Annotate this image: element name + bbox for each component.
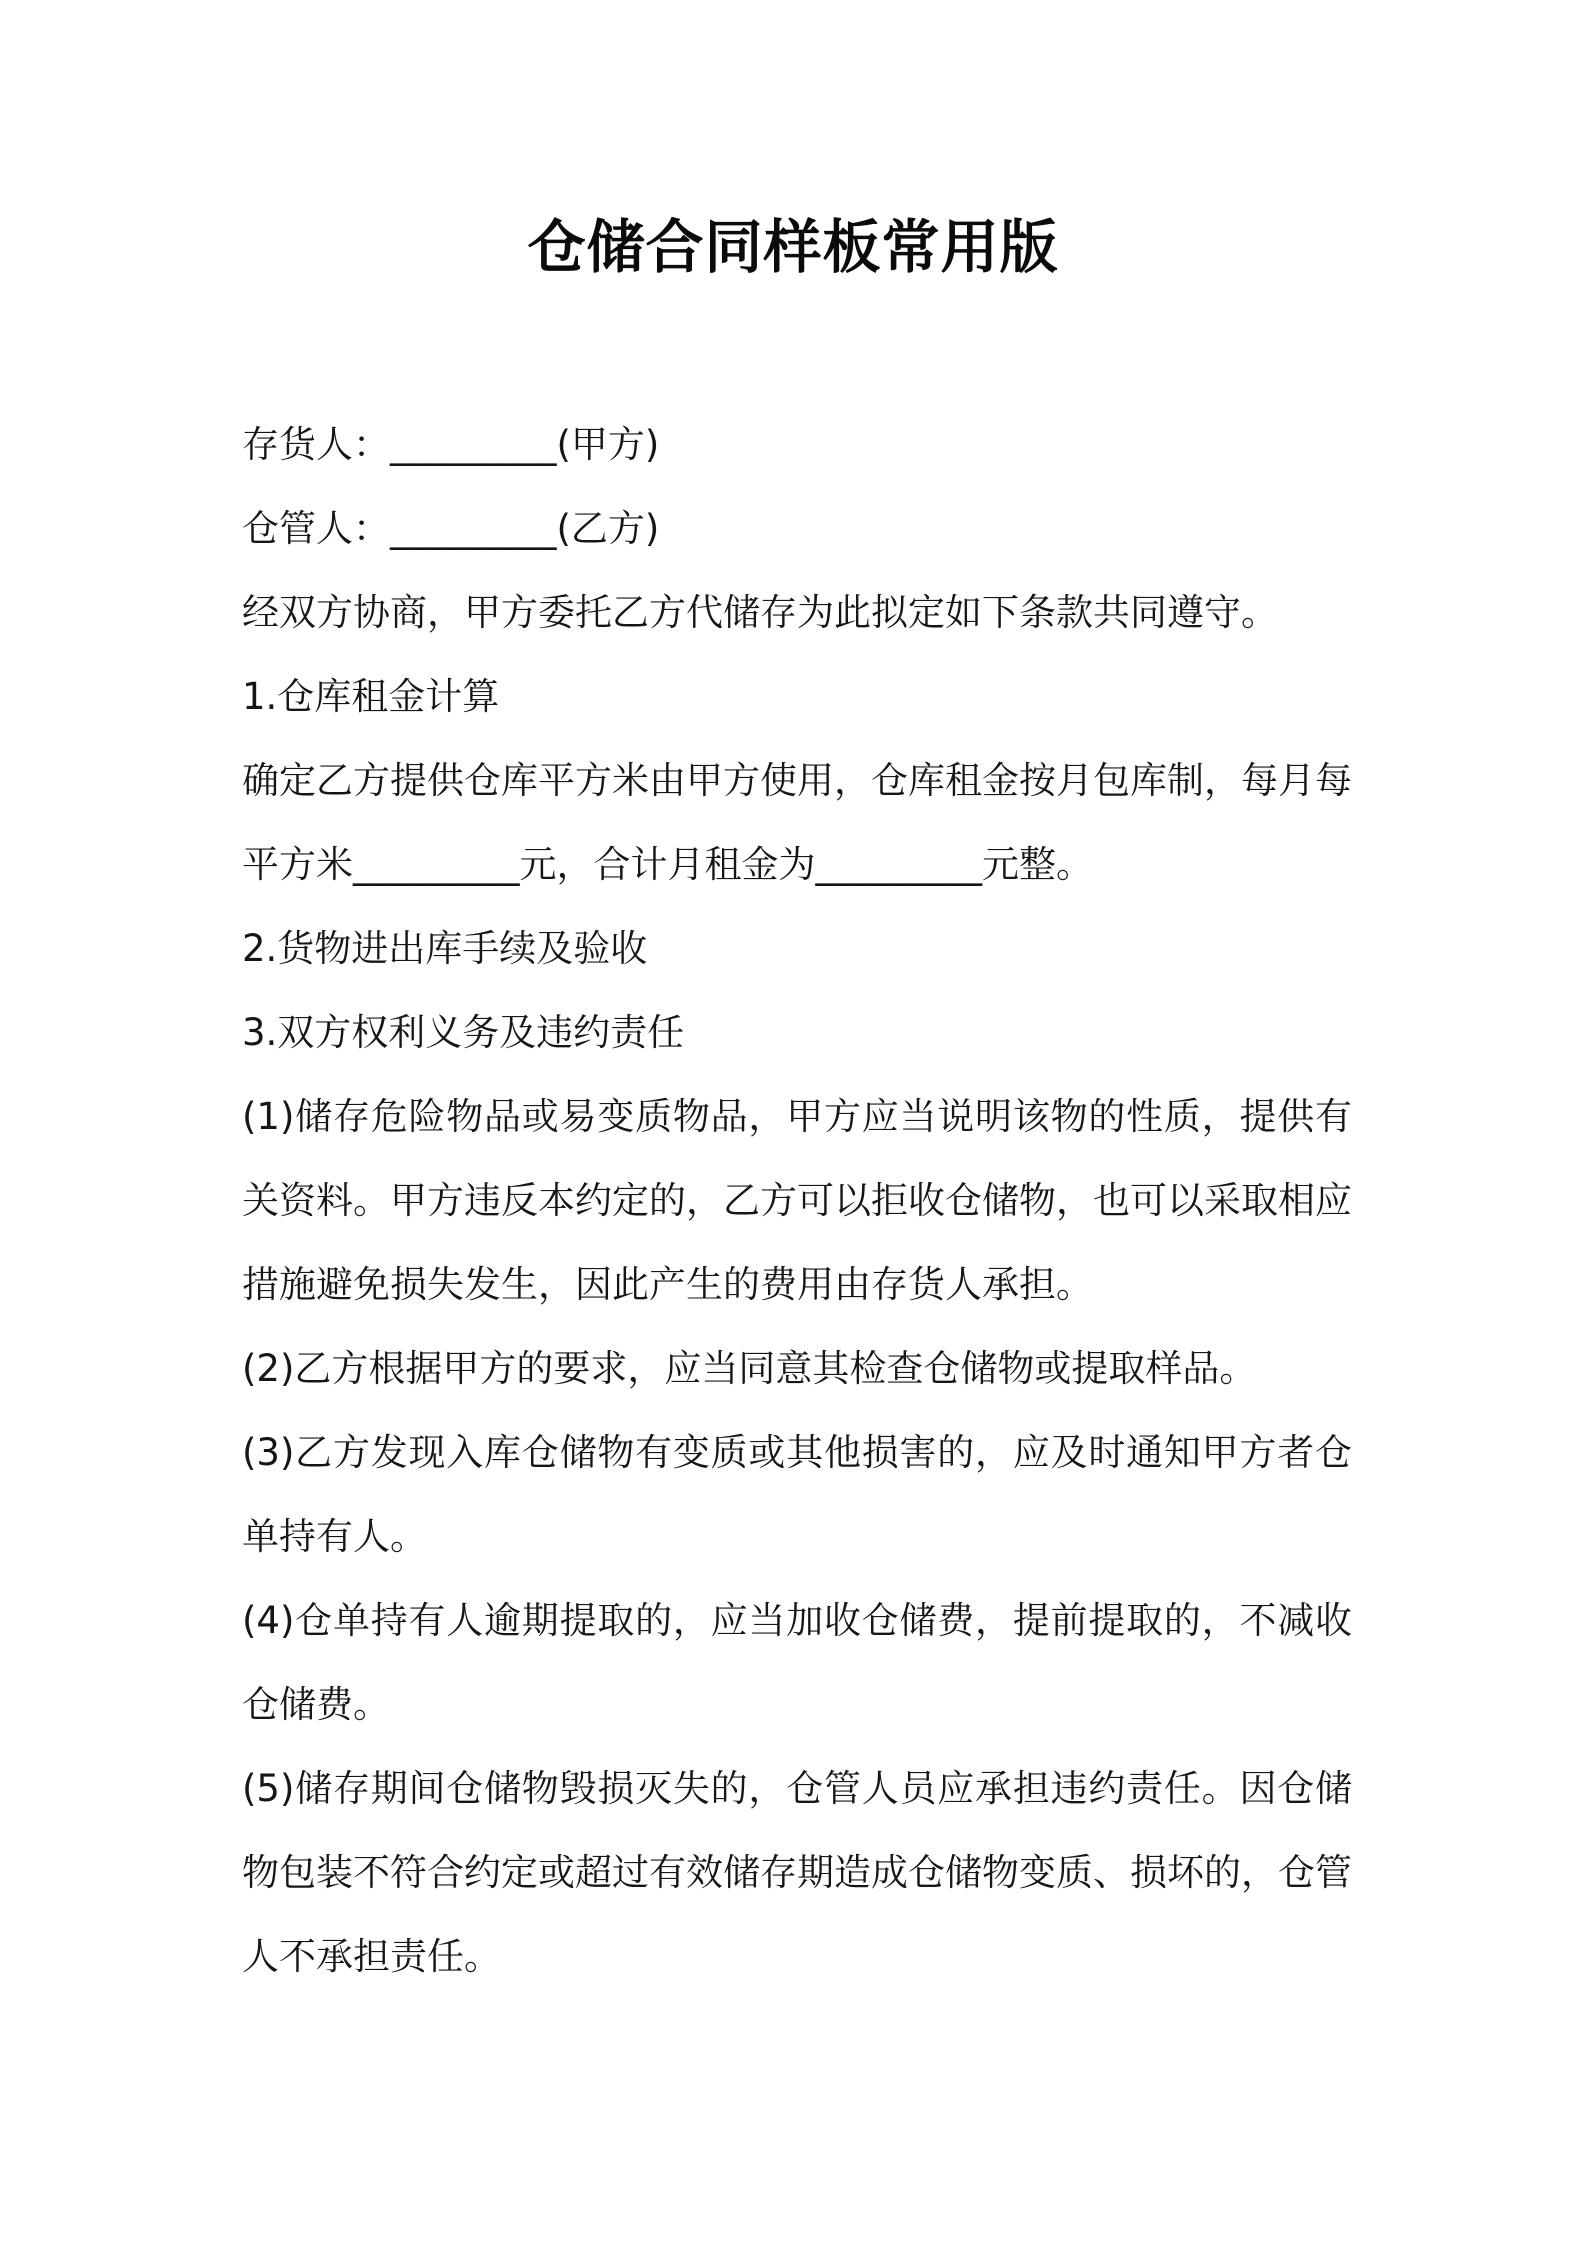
clause-5-line-2: 物包装不符合约定或超过有效储存期造成仓储物变质、损坏的，仓管 — [242, 1851, 1352, 1894]
section-1-text-line-2: 平方米_________元，合计月租金为_________元整。 — [242, 843, 1093, 886]
depositor-line: 存货人：_________(甲方) — [242, 423, 660, 466]
section-1-heading: 1.仓库租金计算 — [242, 675, 500, 718]
document-body — [242, 403, 1352, 1999]
clause-4-line-2: 仓储费。 — [242, 1683, 390, 1726]
clause-1-line-2: 关资料。甲方违反本约定的，乙方可以拒收仓储物，也可以采取相应 — [242, 1179, 1352, 1222]
section-2-heading: 2.货物进出库手续及验收 — [242, 927, 648, 970]
clause-3-line-1: (3)乙方发现入库仓储物有变质或其他损害的，应及时通知甲方者仓 — [242, 1431, 1352, 1474]
clause-2-line-1: (2)乙方根据甲方的要求，应当同意其检查仓储物或提取样品。 — [242, 1347, 1257, 1390]
clause-4-line-1: (4)仓单持有人逾期提取的，应当加收仓储费，提前提取的，不减收 — [242, 1599, 1352, 1642]
section-3-heading: 3.双方权利义务及违约责任 — [242, 1011, 685, 1054]
section-1-text-line-1: 确定乙方提供仓库平方米由甲方使用，仓库租金按月包库制，每月每 — [242, 759, 1352, 802]
warehouse-keeper-line: 仓管人：_________(乙方) — [242, 507, 660, 550]
clause-5-line-3: 人不承担责任。 — [242, 1935, 501, 1978]
clause-3-line-2: 单持有人。 — [242, 1515, 427, 1558]
agreement-intro: 经双方协商，甲方委托乙方代储存为此拟定如下条款共同遵守。 — [242, 591, 1278, 634]
document-title: 仓储合同样板常用版 — [527, 213, 1059, 281]
clause-1-line-1: (1)储存危险物品或易变质物品，甲方应当说明该物的性质，提供有 — [242, 1095, 1352, 1138]
clause-5-line-1: (5)储存期间仓储物毁损灭失的，仓管人员应承担违约责任。因仓储 — [242, 1767, 1352, 1810]
clause-1-line-3: 措施避免损失发生，因此产生的费用由存货人承担。 — [242, 1263, 1093, 1306]
